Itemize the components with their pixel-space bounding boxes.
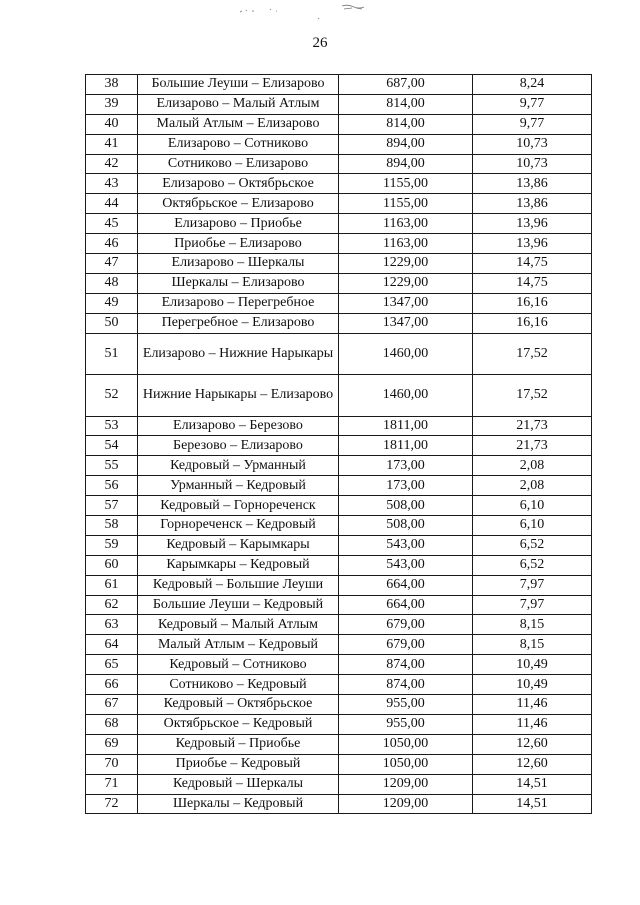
fare-cell: 1050,00 <box>339 734 473 754</box>
route-cell: Кедровый – Большие Леуши <box>138 575 339 595</box>
table-row <box>86 134 592 154</box>
scan-artifact <box>230 0 400 22</box>
route-cell: Кедровый – Горнореченск <box>138 496 339 516</box>
route-cell: Сотниково – Елизарово <box>138 154 339 174</box>
route-cell: Урманный – Кедровый <box>138 476 339 496</box>
row-number-cell: 53 <box>86 416 138 436</box>
route-cell: Кедровый – Урманный <box>138 456 339 476</box>
coefficient-cell: 11,46 <box>473 695 592 715</box>
table-row <box>86 456 592 476</box>
row-number-cell: 57 <box>86 496 138 516</box>
fare-cell: 1229,00 <box>339 254 473 274</box>
coefficient-cell: 2,08 <box>473 456 592 476</box>
table-row <box>86 754 592 774</box>
fare-cell: 1155,00 <box>339 194 473 214</box>
fare-cell: 814,00 <box>339 94 473 114</box>
route-cell: Елизарово – Октябрьское <box>138 174 339 194</box>
table-row <box>86 695 592 715</box>
table-row <box>86 496 592 516</box>
fare-cell: 1209,00 <box>339 794 473 814</box>
route-cell: Елизарово – Малый Атлым <box>138 94 339 114</box>
fare-cell: 1811,00 <box>339 416 473 436</box>
table-row <box>86 375 592 417</box>
table-row <box>86 234 592 254</box>
table-row <box>86 254 592 274</box>
table-row <box>86 154 592 174</box>
route-cell: Кедровый – Шеркалы <box>138 774 339 794</box>
coefficient-cell: 10,49 <box>473 655 592 675</box>
route-cell: Карымкары – Кедровый <box>138 555 339 575</box>
fare-cell: 894,00 <box>339 154 473 174</box>
coefficient-cell: 10,73 <box>473 154 592 174</box>
row-number-cell: 64 <box>86 635 138 655</box>
coefficient-cell: 8,15 <box>473 635 592 655</box>
row-number-cell: 67 <box>86 695 138 715</box>
route-cell: Елизарово – Перегребное <box>138 293 339 313</box>
table-row <box>86 293 592 313</box>
fare-cell: 1163,00 <box>339 214 473 234</box>
table-row <box>86 476 592 496</box>
row-number-cell: 45 <box>86 214 138 234</box>
route-cell: Большие Леуши – Кедровый <box>138 595 339 615</box>
fare-cell: 679,00 <box>339 635 473 655</box>
coefficient-cell: 13,86 <box>473 174 592 194</box>
fare-cell: 543,00 <box>339 535 473 555</box>
table-row <box>86 75 592 95</box>
coefficient-cell: 7,97 <box>473 595 592 615</box>
fare-cell: 687,00 <box>339 75 473 95</box>
coefficient-cell: 13,96 <box>473 234 592 254</box>
table-row <box>86 194 592 214</box>
fare-cell: 173,00 <box>339 476 473 496</box>
route-cell: Шеркалы – Кедровый <box>138 794 339 814</box>
route-cell: Шеркалы – Елизарово <box>138 273 339 293</box>
fare-cell: 1163,00 <box>339 234 473 254</box>
table-row <box>86 774 592 794</box>
coefficient-cell: 10,73 <box>473 134 592 154</box>
fare-cell: 508,00 <box>339 516 473 536</box>
coefficient-cell: 14,75 <box>473 254 592 274</box>
fare-table <box>85 74 592 814</box>
route-cell: Кедровый – Приобье <box>138 734 339 754</box>
row-number-cell: 54 <box>86 436 138 456</box>
row-number-cell: 58 <box>86 516 138 536</box>
table-row <box>86 174 592 194</box>
fare-cell: 1229,00 <box>339 273 473 293</box>
fare-cell: 1209,00 <box>339 774 473 794</box>
row-number-cell: 47 <box>86 254 138 274</box>
table-body <box>86 75 592 814</box>
fare-cell: 1347,00 <box>339 313 473 333</box>
route-cell: Елизарово – Приобье <box>138 214 339 234</box>
row-number-cell: 39 <box>86 94 138 114</box>
fare-cell: 173,00 <box>339 456 473 476</box>
row-number-cell: 71 <box>86 774 138 794</box>
row-number-cell: 46 <box>86 234 138 254</box>
table-row <box>86 273 592 293</box>
coefficient-cell: 8,15 <box>473 615 592 635</box>
table-row <box>86 635 592 655</box>
route-cell: Сотниково – Кедровый <box>138 675 339 695</box>
fare-cell: 894,00 <box>339 134 473 154</box>
coefficient-cell: 8,24 <box>473 75 592 95</box>
route-cell: Кедровый – Карымкары <box>138 535 339 555</box>
fare-cell: 1347,00 <box>339 293 473 313</box>
coefficient-cell: 14,51 <box>473 774 592 794</box>
table-row <box>86 535 592 555</box>
route-cell: Кедровый – Сотниково <box>138 655 339 675</box>
row-number-cell: 70 <box>86 754 138 774</box>
row-number-cell: 43 <box>86 174 138 194</box>
row-number-cell: 66 <box>86 675 138 695</box>
coefficient-cell: 6,52 <box>473 555 592 575</box>
coefficient-cell: 17,52 <box>473 375 592 417</box>
table-row <box>86 416 592 436</box>
row-number-cell: 61 <box>86 575 138 595</box>
coefficient-cell: 21,73 <box>473 416 592 436</box>
row-number-cell: 59 <box>86 535 138 555</box>
table-row <box>86 214 592 234</box>
fare-cell: 1460,00 <box>339 375 473 417</box>
row-number-cell: 65 <box>86 655 138 675</box>
fare-cell: 508,00 <box>339 496 473 516</box>
table-row <box>86 714 592 734</box>
row-number-cell: 68 <box>86 714 138 734</box>
route-cell: Кедровый – Октябрьское <box>138 695 339 715</box>
fare-cell: 955,00 <box>339 714 473 734</box>
fare-cell: 664,00 <box>339 595 473 615</box>
table-row <box>86 615 592 635</box>
fare-cell: 543,00 <box>339 555 473 575</box>
fare-cell: 1811,00 <box>339 436 473 456</box>
coefficient-cell: 14,51 <box>473 794 592 814</box>
route-cell: Елизарово – Шеркалы <box>138 254 339 274</box>
row-number-cell: 49 <box>86 293 138 313</box>
route-cell: Березово – Елизарово <box>138 436 339 456</box>
row-number-cell: 42 <box>86 154 138 174</box>
table-row <box>86 595 592 615</box>
table-row <box>86 655 592 675</box>
row-number-cell: 41 <box>86 134 138 154</box>
coefficient-cell: 14,75 <box>473 273 592 293</box>
route-cell: Большие Леуши – Елизарово <box>138 75 339 95</box>
coefficient-cell: 12,60 <box>473 754 592 774</box>
table-row <box>86 313 592 333</box>
fare-cell: 1050,00 <box>339 754 473 774</box>
table-row <box>86 794 592 814</box>
coefficient-cell: 6,10 <box>473 516 592 536</box>
coefficient-cell: 11,46 <box>473 714 592 734</box>
route-cell: Кедровый – Малый Атлым <box>138 615 339 635</box>
route-cell: Октябрьское – Елизарово <box>138 194 339 214</box>
row-number-cell: 72 <box>86 794 138 814</box>
table-row <box>86 555 592 575</box>
coefficient-cell: 21,73 <box>473 436 592 456</box>
coefficient-cell: 6,52 <box>473 535 592 555</box>
table-row <box>86 333 592 375</box>
row-number-cell: 56 <box>86 476 138 496</box>
fare-cell: 1460,00 <box>339 333 473 375</box>
coefficient-cell: 17,52 <box>473 333 592 375</box>
row-number-cell: 69 <box>86 734 138 754</box>
route-cell: Горнореченск – Кедровый <box>138 516 339 536</box>
route-cell: Приобье – Кедровый <box>138 754 339 774</box>
row-number-cell: 52 <box>86 375 138 417</box>
row-number-cell: 63 <box>86 615 138 635</box>
fare-cell: 679,00 <box>339 615 473 635</box>
fare-cell: 664,00 <box>339 575 473 595</box>
table-row <box>86 516 592 536</box>
fare-cell: 874,00 <box>339 655 473 675</box>
coefficient-cell: 9,77 <box>473 94 592 114</box>
row-number-cell: 62 <box>86 595 138 615</box>
page-number: 26 <box>312 35 328 51</box>
table-row <box>86 734 592 754</box>
row-number-cell: 50 <box>86 313 138 333</box>
row-number-cell: 38 <box>86 75 138 95</box>
fare-cell: 874,00 <box>339 675 473 695</box>
table-row <box>86 675 592 695</box>
row-number-cell: 40 <box>86 114 138 134</box>
row-number-cell: 51 <box>86 333 138 375</box>
fare-cell: 955,00 <box>339 695 473 715</box>
route-cell: Елизарово – Березово <box>138 416 339 436</box>
coefficient-cell: 2,08 <box>473 476 592 496</box>
fare-cell: 814,00 <box>339 114 473 134</box>
route-cell: Перегребное – Елизарово <box>138 313 339 333</box>
coefficient-cell: 13,86 <box>473 194 592 214</box>
coefficient-cell: 13,96 <box>473 214 592 234</box>
route-cell: Нижние Нарыкары – Елизарово <box>138 375 339 417</box>
fare-cell: 1155,00 <box>339 174 473 194</box>
coefficient-cell: 12,60 <box>473 734 592 754</box>
route-cell: Приобье – Елизарово <box>138 234 339 254</box>
route-cell: Малый Атлым – Елизарово <box>138 114 339 134</box>
route-cell: Елизарово – Сотниково <box>138 134 339 154</box>
row-number-cell: 60 <box>86 555 138 575</box>
coefficient-cell: 16,16 <box>473 313 592 333</box>
coefficient-cell: 9,77 <box>473 114 592 134</box>
coefficient-cell: 6,10 <box>473 496 592 516</box>
table-row <box>86 575 592 595</box>
table-row <box>86 94 592 114</box>
row-number-cell: 55 <box>86 456 138 476</box>
row-number-cell: 44 <box>86 194 138 214</box>
coefficient-cell: 16,16 <box>473 293 592 313</box>
coefficient-cell: 10,49 <box>473 675 592 695</box>
route-cell: Малый Атлым – Кедровый <box>138 635 339 655</box>
row-number-cell: 48 <box>86 273 138 293</box>
route-cell: Октябрьское – Кедровый <box>138 714 339 734</box>
coefficient-cell: 7,97 <box>473 575 592 595</box>
route-cell: Елизарово – Нижние Нарыкары <box>138 333 339 375</box>
table-row <box>86 114 592 134</box>
table-row <box>86 436 592 456</box>
